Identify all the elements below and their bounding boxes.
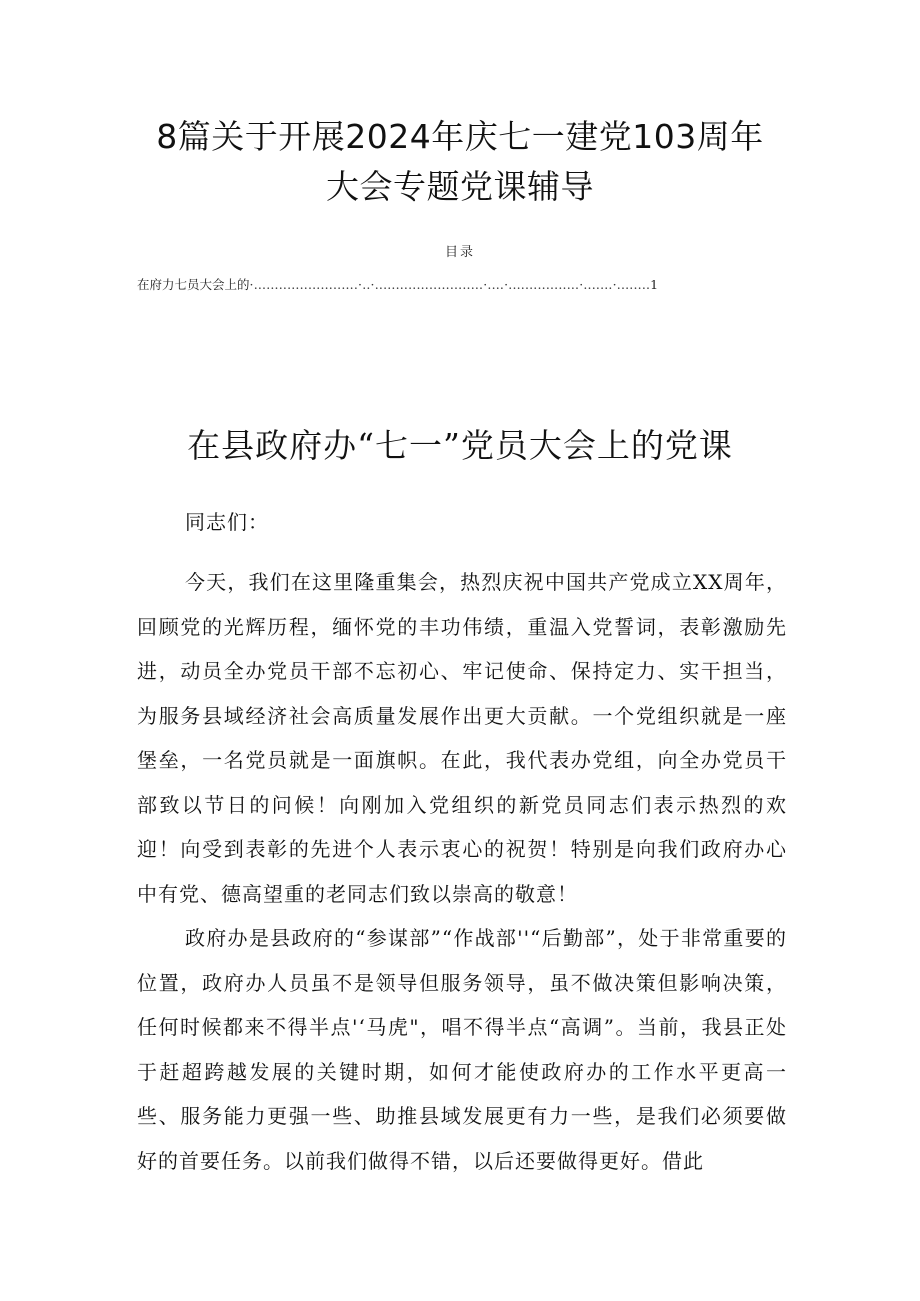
- toc-heading: 目录: [444, 245, 475, 260]
- salutation: 同志们：: [185, 510, 269, 534]
- document-title-line-1: 8篇关于开展2024年庆七一建党103周年: [156, 117, 764, 156]
- body-paragraph-2: 政府办是县政府的“参谋部”“作战部''“后勤部”，处于非常重要的位置，政府办人员虽不是领导但服务领导，虽不做决策但影响决策，任何时候都来不得半点'‘马虎"，唱不得半点“高调”。当前，我县正处于赶超跨越发展的关键时期，如何才能使政府办的工作水平更高一些、服务能力更强一些、助推县域发展更有力一些，是我们必须要做好的首要任务。以前我们做得不错，以后还要做得更好。借此: [137, 926, 787, 1173]
- toc-entry-text: 在府力七员大会上的: [137, 277, 250, 292]
- toc-entry-page-number: 1: [650, 277, 659, 292]
- section-title: 在县政府办“七一”党员大会上的党课: [187, 426, 733, 465]
- body-paragraph-1: 今天，我们在这里隆重集会，热烈庆祝中国共产党成立XX周年，回顾党的光辉历程，缅怀党的丰功伟绩，重温入党誓词，表彰激励先进，动员全办党员干部不忘初心、牢记使命、保持定力、实干担当，为服务县域经济社会高质量发展作出更大贡献。一个党组织就是一座堡垒，一名党员就是一面旗帜。在此，我代表办党组，向全办党员干部致以节日的问候！向刚加入党组织的新党员同志们表示热烈的欢迎！向受到表彰的先进个人表示衷心的祝贺！特别是向我们政府办心中有党、德高望重的老同志们致以崇高的敬意！: [137, 570, 787, 906]
- toc-entry-leader-dots: ·.........................·..·..........................·....·.................·.......·........: [249, 277, 651, 292]
- toc-entry-link[interactable]: [137, 275, 697, 293]
- document-title-line-2: 大会专题党课辅导: [326, 167, 594, 206]
